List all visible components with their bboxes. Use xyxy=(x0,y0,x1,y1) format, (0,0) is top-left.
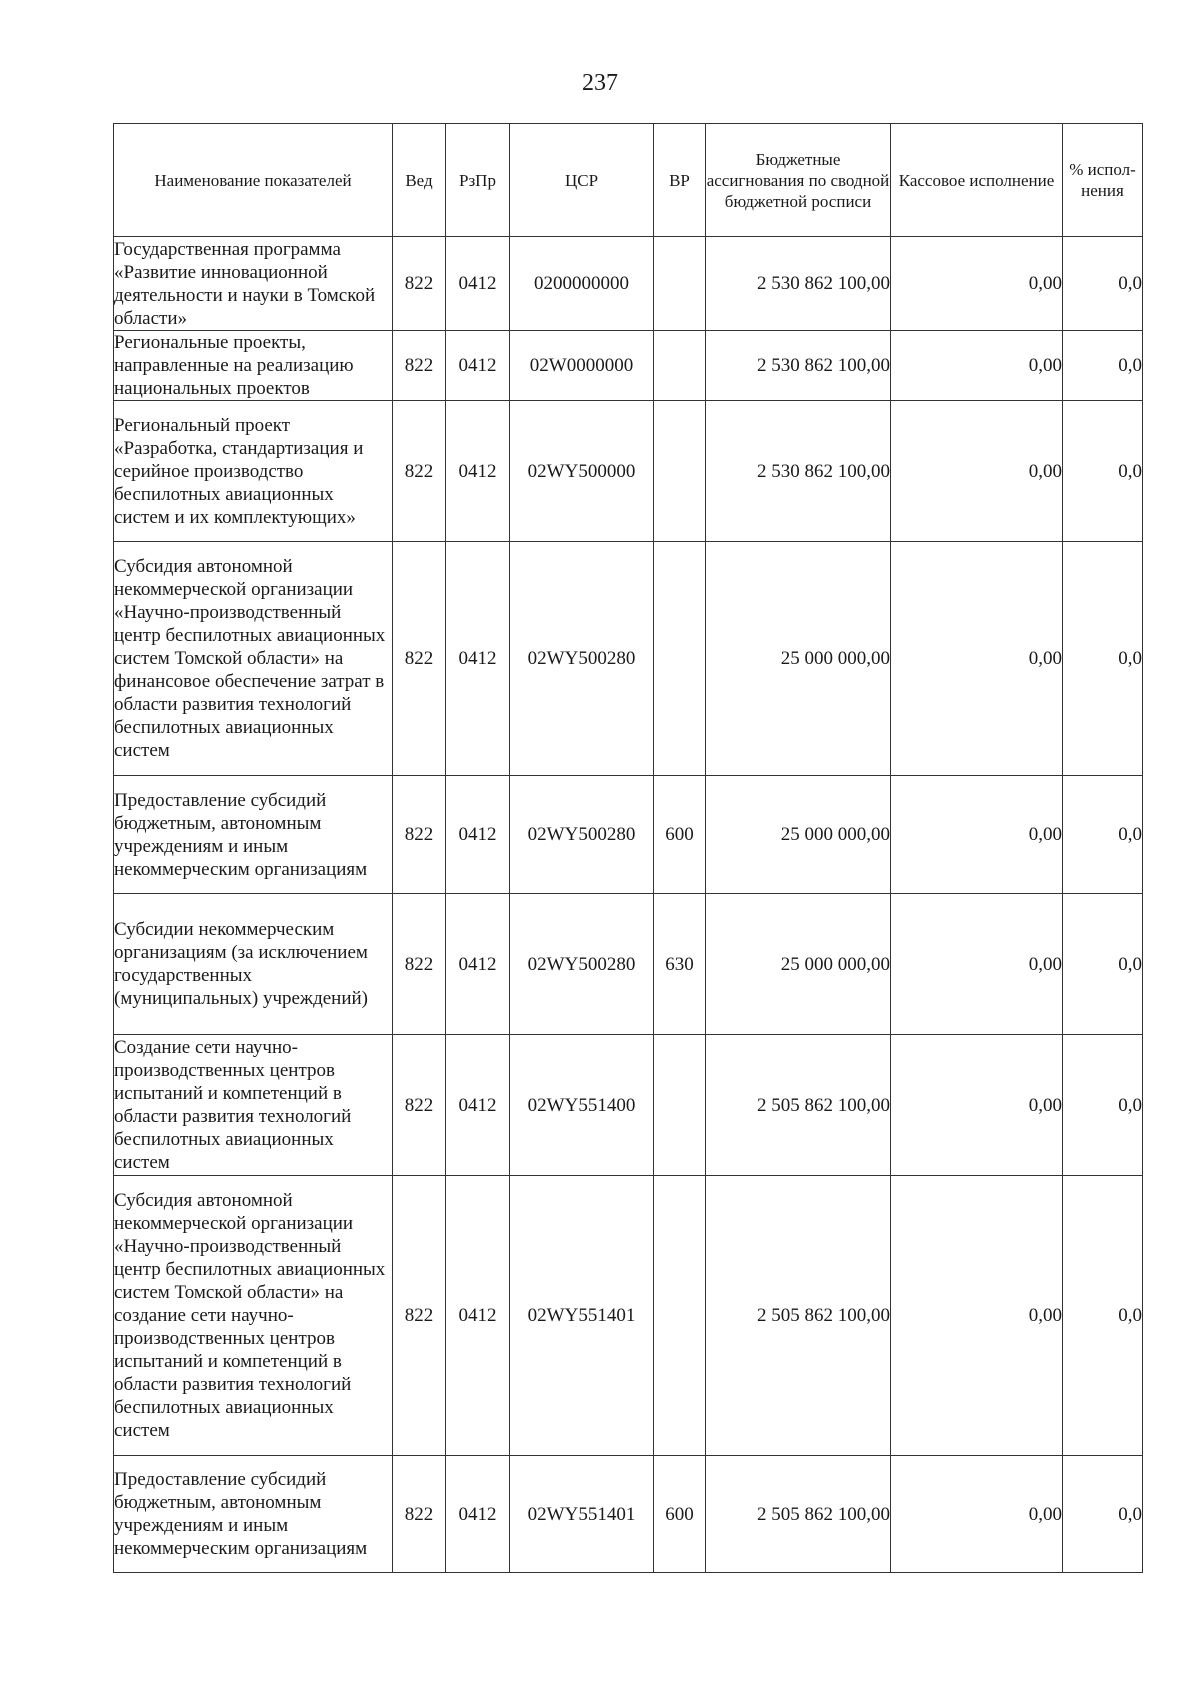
cell-ved: 822 xyxy=(393,1456,446,1573)
cell-assignments: 2 530 862 100,00 xyxy=(706,401,891,542)
cell-ved: 822 xyxy=(393,776,446,894)
cell-cash-execution: 0,00 xyxy=(891,331,1063,401)
cell-vr xyxy=(654,331,706,401)
cell-name: Региональные проекты, направленные на реализацию национальных проектов xyxy=(114,331,393,401)
cell-percent-execution: 0,0 xyxy=(1063,776,1143,894)
cell-csr: 02WY551400 xyxy=(510,1035,654,1176)
cell-percent-execution: 0,0 xyxy=(1063,1035,1143,1176)
cell-cash-execution: 0,00 xyxy=(891,237,1063,331)
cell-cash-execution: 0,00 xyxy=(891,1456,1063,1573)
cell-csr: 02W0000000 xyxy=(510,331,654,401)
cell-rzpr: 0412 xyxy=(446,1456,510,1573)
cell-cash-execution: 0,00 xyxy=(891,776,1063,894)
cell-assignments: 2 505 862 100,00 xyxy=(706,1176,891,1456)
table-row xyxy=(114,1176,1143,1456)
header-assignments: Бюджетные ассигнования по сводной бюджетной росписи xyxy=(706,124,891,237)
cell-csr: 02WY500280 xyxy=(510,894,654,1035)
cell-csr: 0200000000 xyxy=(510,237,654,331)
table-row xyxy=(114,401,1143,542)
cell-csr: 02WY500280 xyxy=(510,776,654,894)
cell-vr xyxy=(654,237,706,331)
cell-vr xyxy=(654,1035,706,1176)
cell-rzpr: 0412 xyxy=(446,1176,510,1456)
header-name: Наименование показателей xyxy=(114,124,393,237)
cell-name: Региональный проект «Разработка, стандартизация и серийное производство беспилотных авиационных систем и их комплектующих» xyxy=(114,401,393,542)
cell-ved: 822 xyxy=(393,331,446,401)
cell-assignments: 2 505 862 100,00 xyxy=(706,1456,891,1573)
cell-ved: 822 xyxy=(393,894,446,1035)
cell-rzpr: 0412 xyxy=(446,542,510,776)
cell-assignments: 2 530 862 100,00 xyxy=(706,237,891,331)
cell-name: Субсидия автономной некоммерческой организации «Научно-производственный центр беспилотных авиационных систем Томской области» на создание сети научно-производственных центров испытаний и компетенций в области развития технологий беспилотных авиационных систем xyxy=(114,1176,393,1456)
table-row xyxy=(114,542,1143,776)
cell-vr: 600 xyxy=(654,776,706,894)
cell-assignments: 25 000 000,00 xyxy=(706,542,891,776)
cell-ved: 822 xyxy=(393,1035,446,1176)
cell-name: Субсидии некоммерческим организациям (за исключением государственных (муниципальных) учреждений) xyxy=(114,894,393,1035)
cell-name: Государственная программа «Развитие инновационной деятельности и науки в Томской области» xyxy=(114,237,393,331)
table-row xyxy=(114,776,1143,894)
cell-assignments: 2 530 862 100,00 xyxy=(706,331,891,401)
cell-rzpr: 0412 xyxy=(446,776,510,894)
cell-name: Создание сети научно-производственных центров испытаний и компетенций в области развития технологий беспилотных авиационных систем xyxy=(114,1035,393,1176)
cell-cash-execution: 0,00 xyxy=(891,894,1063,1035)
cell-assignments: 25 000 000,00 xyxy=(706,776,891,894)
table-row xyxy=(114,894,1143,1035)
cell-vr: 600 xyxy=(654,1456,706,1573)
header-percent-execution: % испол-нения xyxy=(1063,124,1143,237)
cell-assignments: 2 505 862 100,00 xyxy=(706,1035,891,1176)
cell-vr xyxy=(654,542,706,776)
cell-csr: 02WY551401 xyxy=(510,1176,654,1456)
cell-ved: 822 xyxy=(393,401,446,542)
cell-name: Субсидия автономной некоммерческой организации «Научно-производственный центр беспилотных авиационных систем Томской области» на финансовое обеспечение затрат в области развития технологий беспилотных авиационных систем xyxy=(114,542,393,776)
cell-percent-execution: 0,0 xyxy=(1063,542,1143,776)
header-vr: ВР xyxy=(654,124,706,237)
cell-ved: 822 xyxy=(393,1176,446,1456)
cell-cash-execution: 0,00 xyxy=(891,1035,1063,1176)
cell-percent-execution: 0,0 xyxy=(1063,401,1143,542)
table-header-row xyxy=(114,124,1143,237)
cell-vr xyxy=(654,1176,706,1456)
cell-rzpr: 0412 xyxy=(446,237,510,331)
cell-percent-execution: 0,0 xyxy=(1063,1176,1143,1456)
header-csr: ЦСР xyxy=(510,124,654,237)
table-row xyxy=(114,1035,1143,1176)
cell-ved: 822 xyxy=(393,542,446,776)
cell-cash-execution: 0,00 xyxy=(891,401,1063,542)
cell-percent-execution: 0,0 xyxy=(1063,237,1143,331)
header-ved: Вед xyxy=(393,124,446,237)
cell-rzpr: 0412 xyxy=(446,894,510,1035)
cell-csr: 02WY500000 xyxy=(510,401,654,542)
header-cash-execution: Кассовое исполнение xyxy=(891,124,1063,237)
cell-percent-execution: 0,0 xyxy=(1063,1456,1143,1573)
cell-rzpr: 0412 xyxy=(446,1035,510,1176)
cell-rzpr: 0412 xyxy=(446,331,510,401)
table-row xyxy=(114,237,1143,331)
page-number: 237 xyxy=(582,70,618,96)
cell-percent-execution: 0,0 xyxy=(1063,331,1143,401)
cell-assignments: 25 000 000,00 xyxy=(706,894,891,1035)
table-row xyxy=(114,1456,1143,1573)
cell-csr: 02WY551401 xyxy=(510,1456,654,1573)
cell-cash-execution: 0,00 xyxy=(891,1176,1063,1456)
cell-vr xyxy=(654,401,706,542)
cell-rzpr: 0412 xyxy=(446,401,510,542)
cell-name: Предоставление субсидий бюджетным, автономным учреждениям и иным некоммерческим организациям xyxy=(114,776,393,894)
cell-cash-execution: 0,00 xyxy=(891,542,1063,776)
budget-table xyxy=(113,123,1143,1573)
cell-ved: 822 xyxy=(393,237,446,331)
cell-vr: 630 xyxy=(654,894,706,1035)
header-rzpr: РзПр xyxy=(446,124,510,237)
table-row xyxy=(114,331,1143,401)
cell-name: Предоставление субсидий бюджетным, автономным учреждениям и иным некоммерческим организациям xyxy=(114,1456,393,1573)
cell-csr: 02WY500280 xyxy=(510,542,654,776)
cell-percent-execution: 0,0 xyxy=(1063,894,1143,1035)
